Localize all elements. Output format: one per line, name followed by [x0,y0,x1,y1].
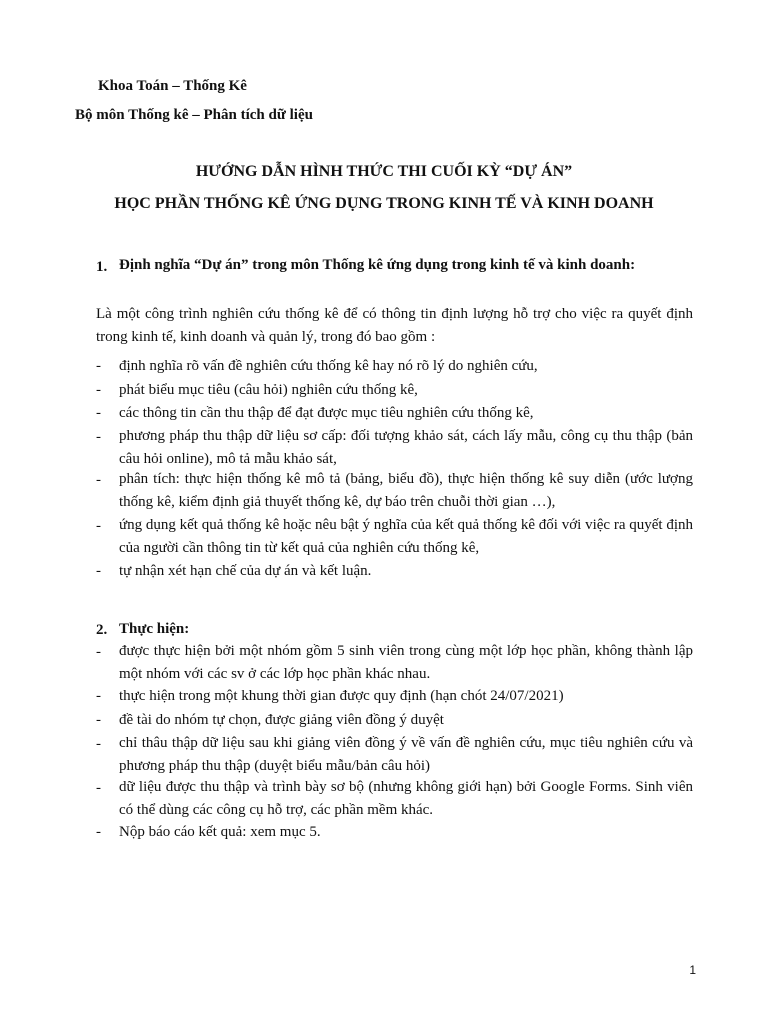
section1-item: ứng dụng kết quả thống kê hoặc nêu bật ý nghĩa của kết quả thống kê đối với việc ra quyết định của người cần thông tin từ kết quả của nghiên cứu thống kê, [119,517,693,556]
bullet-marker: - [96,780,101,796]
bullet-marker: - [96,405,101,421]
section2-number: 2. [96,622,108,638]
bullet-marker: - [96,472,101,488]
faculty-name: Khoa Toán – Thống Kê [98,78,247,94]
department-name: Bộ môn Thống kê – Phân tích dữ liệu [75,107,313,123]
section1-item: phương pháp thu thập dữ liệu sơ cấp: đối tượng khảo sát, cách lấy mẫu, công cụ thu thập (bản câu hỏi online), mô tả mẫu khảo sát, [119,428,693,467]
section2-item: thực hiện trong một khung thời gian được quy định (hạn chót 24/07/2021) [119,688,564,704]
bullet-marker: - [96,563,101,579]
bullet-marker: - [96,824,101,840]
section1-item: các thông tin cần thu thập để đạt được mục tiêu nghiên cứu thống kê, [119,405,534,421]
bullet-marker: - [96,736,101,752]
section1-item: phát biểu mục tiêu (câu hỏi) nghiên cứu thống kê, [119,382,418,398]
bullet-marker: - [96,644,101,660]
section1-intro: Là một công trình nghiên cứu thống kê để có thông tin định lượng hỗ trợ cho việc ra quyết định trong kinh tế, kinh doanh và quản lý, trong đó bao gồm : [96,306,693,345]
document-title-line2: HỌC PHẦN THỐNG KÊ ỨNG DỤNG TRONG KINH TẾ VÀ KINH DOANH [114,195,654,212]
section2-item: chỉ thâu thập dữ liệu sau khi giảng viên đồng ý về vấn đề nghiên cứu, mục tiêu nghiên cứu và phương pháp thu thập (duyệt biểu mẫu/bản câu hỏi) [119,735,693,774]
section1-number: 1. [96,259,108,275]
section2-item: dữ liệu được thu thập và trình bày sơ bộ (nhưng không giới hạn) bởi Google Forms. Sinh viên có thể dùng các công cụ hỗ trợ, các phần mềm khác. [119,779,693,818]
section1-item: tự nhận xét hạn chế của dự án và kết luận. [119,563,372,579]
section1-heading: Định nghĩa “Dự án” trong môn Thống kê ứng dụng trong kinh tế và kinh doanh: [119,257,636,273]
document-title-line1: HƯỚNG DẪN HÌNH THỨC THI CUỐI KỲ “DỰ ÁN” [195,163,573,180]
section1-item: định nghĩa rõ vấn đề nghiên cứu thống kê hay nó rõ lý do nghiên cứu, [119,358,538,374]
section2-item: được thực hiện bởi một nhóm gồm 5 sinh viên trong cùng một lớp học phần, không thành lập một nhóm với các sv ở các lớp học phần khác nhau. [119,643,693,682]
section1-item: phân tích: thực hiện thống kê mô tả (bảng, biểu đồ), thực hiện thống kê suy diễn (ước lượng thống kê, kiểm định giả thuyết thống kê, dự báo trên chuỗi thời gian …), [119,471,693,510]
bullet-marker: - [96,429,101,445]
section2-item: Nộp báo cáo kết quả: xem mục 5. [119,824,321,840]
bullet-marker: - [96,518,101,534]
section2-heading: Thực hiện: [119,621,190,637]
bullet-marker: - [96,382,101,398]
bullet-marker: - [96,712,101,728]
bullet-marker: - [96,358,101,374]
page-number: 1 [689,963,696,977]
bullet-marker: - [96,688,101,704]
section2-item: đề tài do nhóm tự chọn, được giảng viên đồng ý duyệt [119,712,444,728]
